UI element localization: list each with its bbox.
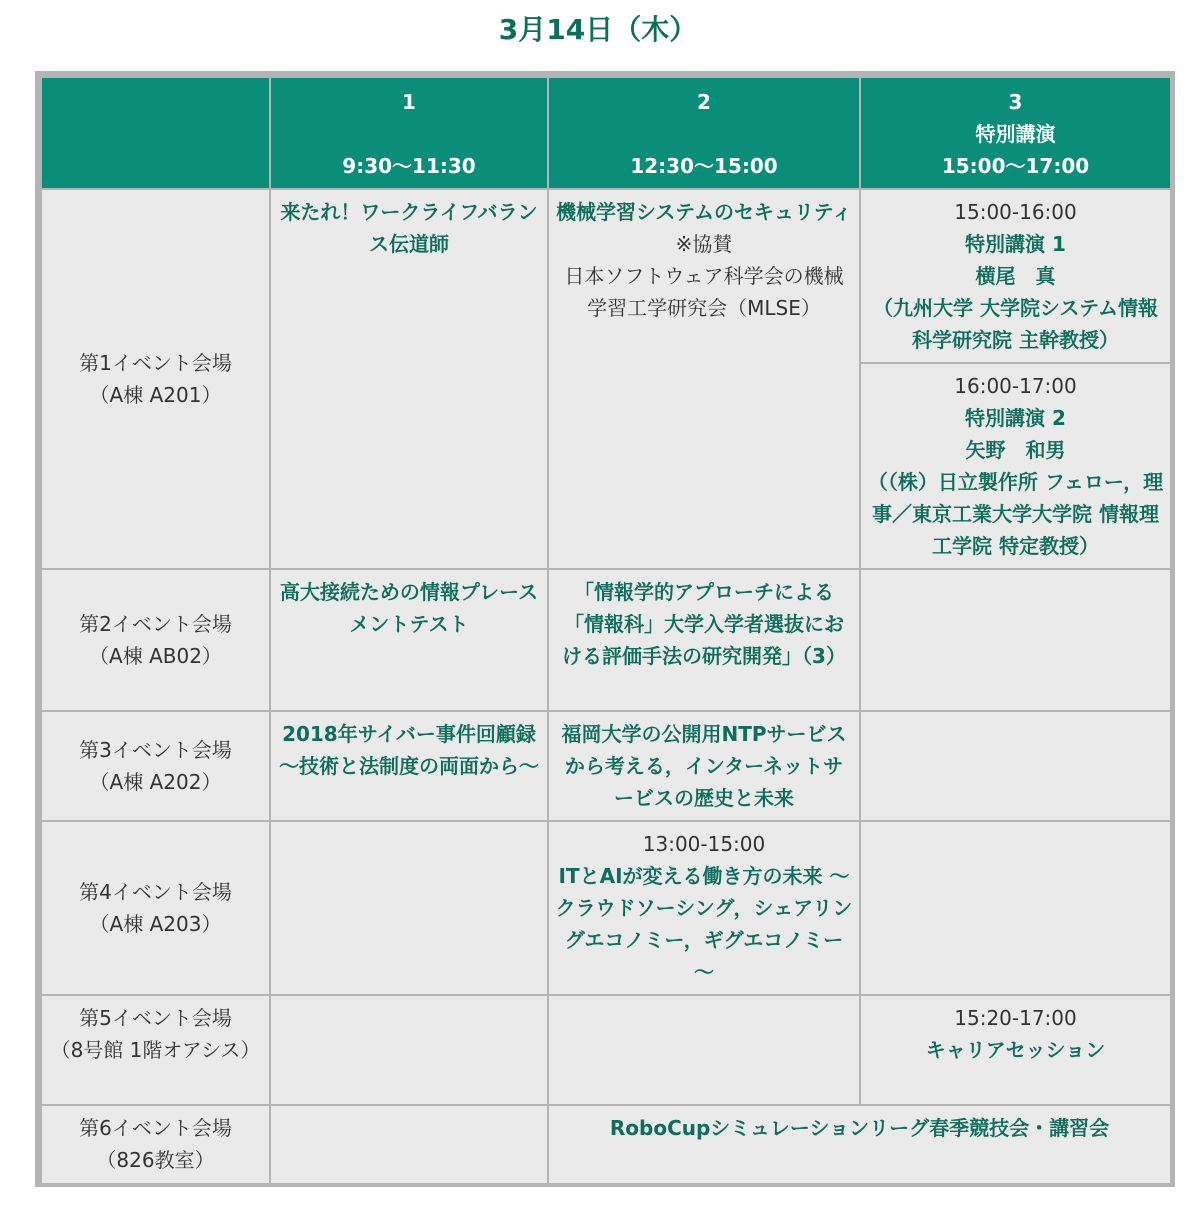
speaker-affiliation: （（株）日立製作所 フェロー，理事／東京工業大学大学院 情報理工学院 特定教授） [867, 470, 1164, 558]
table-row [41, 821, 1171, 995]
session-cell-split [860, 189, 1171, 569]
keynote-2 [861, 362, 1170, 568]
session-cell [548, 711, 860, 821]
session-cell-empty [270, 821, 548, 995]
venue-cell [41, 569, 270, 711]
slot-2-time: 12:30〜15:00 [630, 154, 778, 178]
schedule-frame [35, 71, 1175, 1187]
slot-1-number: 1 [402, 90, 416, 114]
session-note: ※協賛 [675, 232, 733, 256]
header-venue-cell [41, 77, 270, 189]
session-cell-empty [270, 1105, 548, 1184]
slot-1-time: 9:30〜11:30 [342, 154, 476, 178]
venue-cell [41, 821, 270, 995]
table-row [41, 711, 1171, 821]
header-slot-2 [548, 77, 860, 189]
header-slot-1 [270, 77, 548, 189]
speaker-name: 矢野 和男 [965, 438, 1066, 462]
session-cell-empty [270, 995, 548, 1105]
venue-cell [41, 995, 270, 1105]
speaker-name: 横尾 真 [975, 264, 1056, 288]
slot-3-label: 特別講演 [975, 122, 1056, 146]
venue-room: （A棟 AB02） [89, 644, 222, 668]
session-cell [270, 189, 548, 569]
slot-3-number: 3 [1008, 90, 1023, 114]
slot-2-number: 2 [697, 90, 711, 114]
venue-name: 第5イベント会場 [79, 1006, 232, 1030]
session-title[interactable]: 機械学習システムのセキュリティ [556, 200, 852, 224]
session-cell [270, 569, 548, 711]
table-row [41, 569, 1171, 711]
venue-name: 第2イベント会場 [79, 612, 232, 636]
venue-room: （A棟 A202） [89, 770, 222, 794]
venue-name: 第4イベント会場 [79, 880, 232, 904]
venue-name: 第6イベント会場 [79, 1116, 232, 1140]
venue-room: （A棟 A201） [89, 383, 222, 407]
session-cell-empty [860, 569, 1171, 711]
schedule-table [40, 76, 1172, 1185]
slot-3-time: 15:00〜17:00 [941, 154, 1090, 178]
table-row [41, 189, 1171, 569]
session-title[interactable]: 福岡大学の公開用NTPサービスから考える，インターネットサービスの歴史と未来 [561, 722, 847, 810]
session-title[interactable]: RoboCupシミュレーションリーグ春季競技会・講習会 [609, 1116, 1110, 1140]
venue-room: （A棟 A203） [89, 912, 222, 936]
session-cell-empty [548, 995, 860, 1105]
session-organizer: 日本ソフトウェア科学会の機械学習工学研究会（MLSE） [564, 264, 844, 320]
session-cell [548, 189, 860, 569]
venue-cell [41, 1105, 270, 1184]
session-time: 13:00-15:00 [642, 832, 766, 856]
header-slot-3 [860, 77, 1171, 189]
speaker-affiliation: （九州大学 大学院システム情報科学研究院 主幹教授） [873, 296, 1158, 352]
session-title[interactable]: ITとAIが変える働き方の未来 〜 クラウドソーシング，シェアリングエコノミー，ギグエコノミー 〜 [555, 864, 853, 984]
session-title[interactable]: 2018年サイバー事件回顧録 〜技術と法制度の両面から〜 [279, 722, 539, 778]
session-time: 15:20-17:00 [954, 1006, 1077, 1030]
session-title[interactable]: 高大接続ための情報プレースメントテスト [279, 580, 539, 636]
header-row [41, 77, 1171, 189]
session-title[interactable]: 来たれ！ワークライフバランス伝道師 [280, 200, 538, 256]
venue-name: 第1イベント会場 [79, 351, 232, 375]
venue-cell [41, 189, 270, 569]
session-cell [860, 995, 1171, 1105]
session-cell [548, 569, 860, 711]
keynote-1 [861, 190, 1170, 362]
session-time: 15:00-16:00 [954, 200, 1077, 224]
session-title[interactable]: キャリアセッション [925, 1038, 1106, 1062]
venue-name: 第3イベント会場 [79, 738, 232, 762]
table-row [41, 995, 1171, 1105]
session-cell-merged [548, 1105, 1171, 1184]
session-time: 16:00-17:00 [954, 374, 1077, 398]
session-title[interactable]: 特別講演 1 [965, 232, 1066, 256]
session-title[interactable]: 特別講演 2 [965, 406, 1066, 430]
page-title: 3月14日（木） [498, 13, 698, 46]
session-cell [270, 711, 548, 821]
session-cell [548, 821, 860, 995]
venue-room: （826教室） [96, 1148, 215, 1172]
table-row [41, 1105, 1171, 1184]
session-cell-empty [860, 711, 1171, 821]
venue-room: （8号館 1階オアシス） [50, 1038, 261, 1062]
session-cell-empty [860, 821, 1171, 995]
session-title[interactable]: 「情報学的アプローチによる「情報科」大学入学者選抜における評価手法の研究開発」（3） [562, 580, 846, 668]
venue-cell [41, 711, 270, 821]
